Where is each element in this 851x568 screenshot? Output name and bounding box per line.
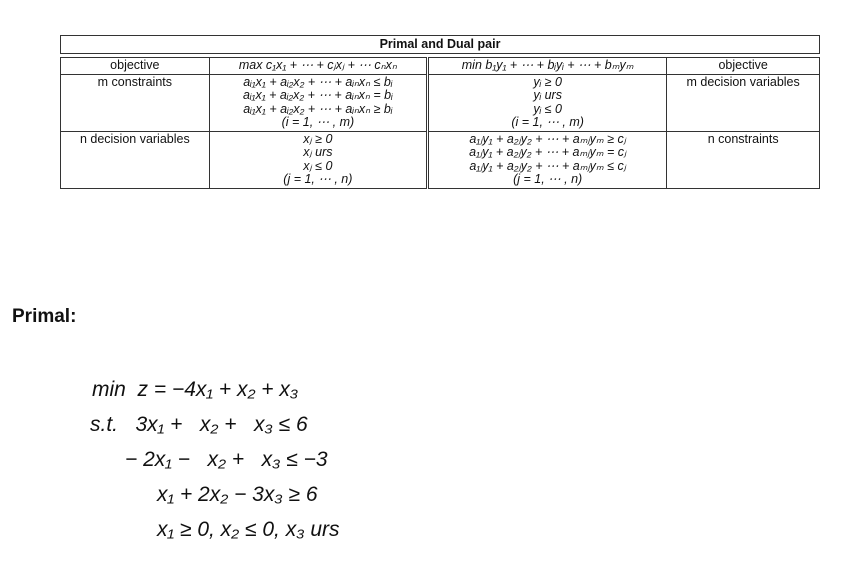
header-primal-objective: max c₁x₁ + ⋯ + cⱼxⱼ + ⋯ cₙxₙ (209, 58, 427, 75)
constraint-2: − 2x₁ − x₂ + x₃ ≤ −3 (125, 448, 328, 471)
table-row (61, 131, 820, 188)
sign-constraints: x₁ ≥ 0, x₂ ≤ 0, x₃ urs (157, 518, 340, 541)
primal-heading: Primal: (12, 306, 77, 327)
table-header-row (61, 58, 820, 75)
objective-function: min z = −4x₁ + x₂ + x₃ (92, 378, 299, 401)
dual-variables (428, 74, 667, 131)
formula: (i = 1, ⋯ , m) (511, 115, 584, 129)
formula: yᵢ urs (533, 88, 562, 102)
header-dual-objective: min b₁y₁ + ⋯ + bᵢyᵢ + ⋯ + bₘyₘ (428, 58, 667, 75)
primal-variables (209, 131, 427, 188)
constraint-3: x₁ + 2x₂ − 3x₃ ≥ 6 (157, 483, 318, 506)
formula: a₁ⱼy₁ + a₂ⱼy₂ + ⋯ + aₘⱼyₘ ≤ cⱼ (469, 158, 626, 173)
formula: a₁ⱼy₁ + a₂ⱼy₂ + ⋯ + aₘⱼyₘ ≥ cⱼ (469, 131, 626, 146)
header-objective-right: objective (667, 58, 820, 75)
row-label: n decision variables (61, 131, 210, 188)
formula: a₁ⱼy₁ + a₂ⱼy₂ + ⋯ + aₘⱼyₘ = cⱼ (469, 145, 627, 159)
formula: yᵢ ≥ 0 (533, 74, 562, 89)
formula: xⱼ urs (303, 145, 333, 159)
dual-constraints (428, 131, 667, 188)
constraint-1: s.t. 3x₁ + x₂ + x₃ ≤ 6 (90, 413, 308, 436)
formula: xⱼ ≤ 0 (303, 158, 333, 173)
formula: xⱼ ≥ 0 (303, 131, 333, 146)
formula: aᵢ₁x₁ + aᵢ₂x₂ + ⋯ + aᵢₙxₙ ≤ bᵢ (243, 74, 393, 89)
formula: (j = 1, ⋯ , n) (283, 172, 353, 186)
formula: aᵢ₁x₁ + aᵢ₂x₂ + ⋯ + aᵢₙxₙ ≥ bᵢ (243, 101, 393, 116)
formula: (i = 1, ⋯ , m) (281, 115, 355, 129)
formula: yᵢ ≤ 0 (533, 101, 562, 116)
primal-dual-table (60, 57, 820, 189)
formula: (j = 1, ⋯ , n) (513, 172, 583, 186)
row-label-right: n constraints (667, 131, 820, 188)
primal-constraints (209, 74, 427, 131)
formula: aᵢ₁x₁ + aᵢ₂x₂ + ⋯ + aᵢₙxₙ = bᵢ (243, 88, 393, 102)
row-label: m constraints (61, 74, 210, 131)
row-label-right: m decision variables (667, 74, 820, 131)
table-title: Primal and Dual pair (60, 35, 820, 54)
header-objective-left: objective (61, 58, 210, 75)
table-row (61, 74, 820, 131)
